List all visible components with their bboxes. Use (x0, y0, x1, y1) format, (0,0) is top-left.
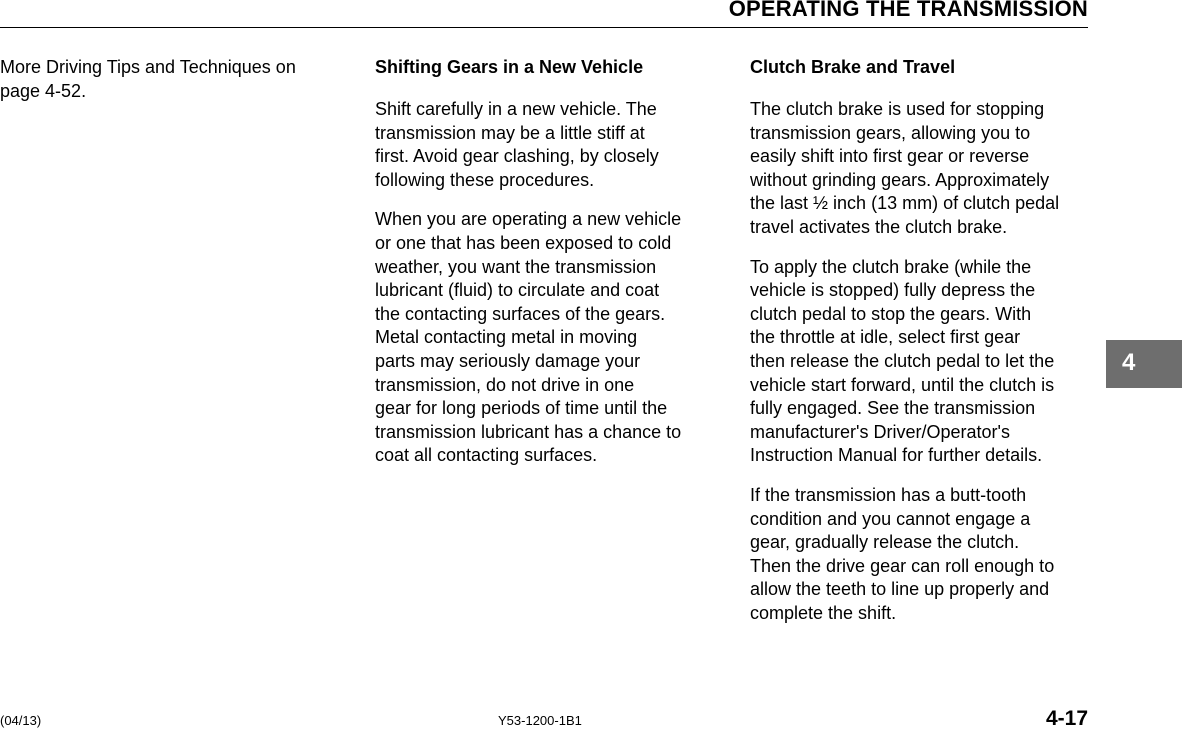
right-column (750, 56, 1095, 641)
left-column (0, 56, 355, 119)
paragraph: Shift carefully in a new vehicle. The transmission may be a little stiff at first. Avoid gear clashing, by closely following these procedures. (375, 99, 659, 190)
title-divider (0, 27, 1088, 28)
footer-date: (04/13) (0, 713, 42, 728)
page-title: OPERATING THE TRANSMISSION (728, 0, 1088, 21)
paragraph: If the transmission has a butt-tooth condition and you cannot engage a gear, gradually release the clutch. Then the drive gear can roll enough to allow the teeth to line up properly and complete the shift. (750, 484, 1055, 623)
footer-document-code: Y53-1200-1B1 (498, 713, 582, 728)
section-heading-new-vehicle: Shifting Gears in a New Vehicle (375, 57, 644, 77)
paragraph: To apply the clutch brake (while the vehicle is stopped) fully depress the clutch pedal to stop the gears. With the throttle at idle, select first gear then release the clutch pedal to let the vehicle start forward, until the clutch is fully engaged. See the transmission manufacturer's Driver/Operator's Instruction Manual for further details. (750, 256, 1055, 466)
chapter-tab (1106, 340, 1182, 388)
cross-reference-text: More Driving Tips and Techniques on page 4-52. (0, 57, 296, 101)
middle-column (375, 56, 725, 484)
paragraph: The clutch brake is used for stopping transmission gears, allowing you to easily shift into first gear or reverse without grinding gears. Approximately the last ½ inch (13 mm) of clutch pedal travel activates the clutch brake. (750, 99, 1060, 237)
footer-page-number: 4-17 (1045, 707, 1088, 730)
section-heading-clutch-brake: Clutch Brake and Travel (750, 57, 956, 77)
chapter-number: 4 (1122, 349, 1136, 376)
paragraph: When you are operating a new vehicle or one that has been exposed to cold weather, you want the transmission lubricant (fluid) to circulate and coat the contacting surfaces of the gears. Metal contacting metal in moving parts may seriously damage your transmission, do not drive in one gear for long periods of time until the transmission lubricant has a chance to coat all contacting surfaces. (375, 209, 682, 466)
